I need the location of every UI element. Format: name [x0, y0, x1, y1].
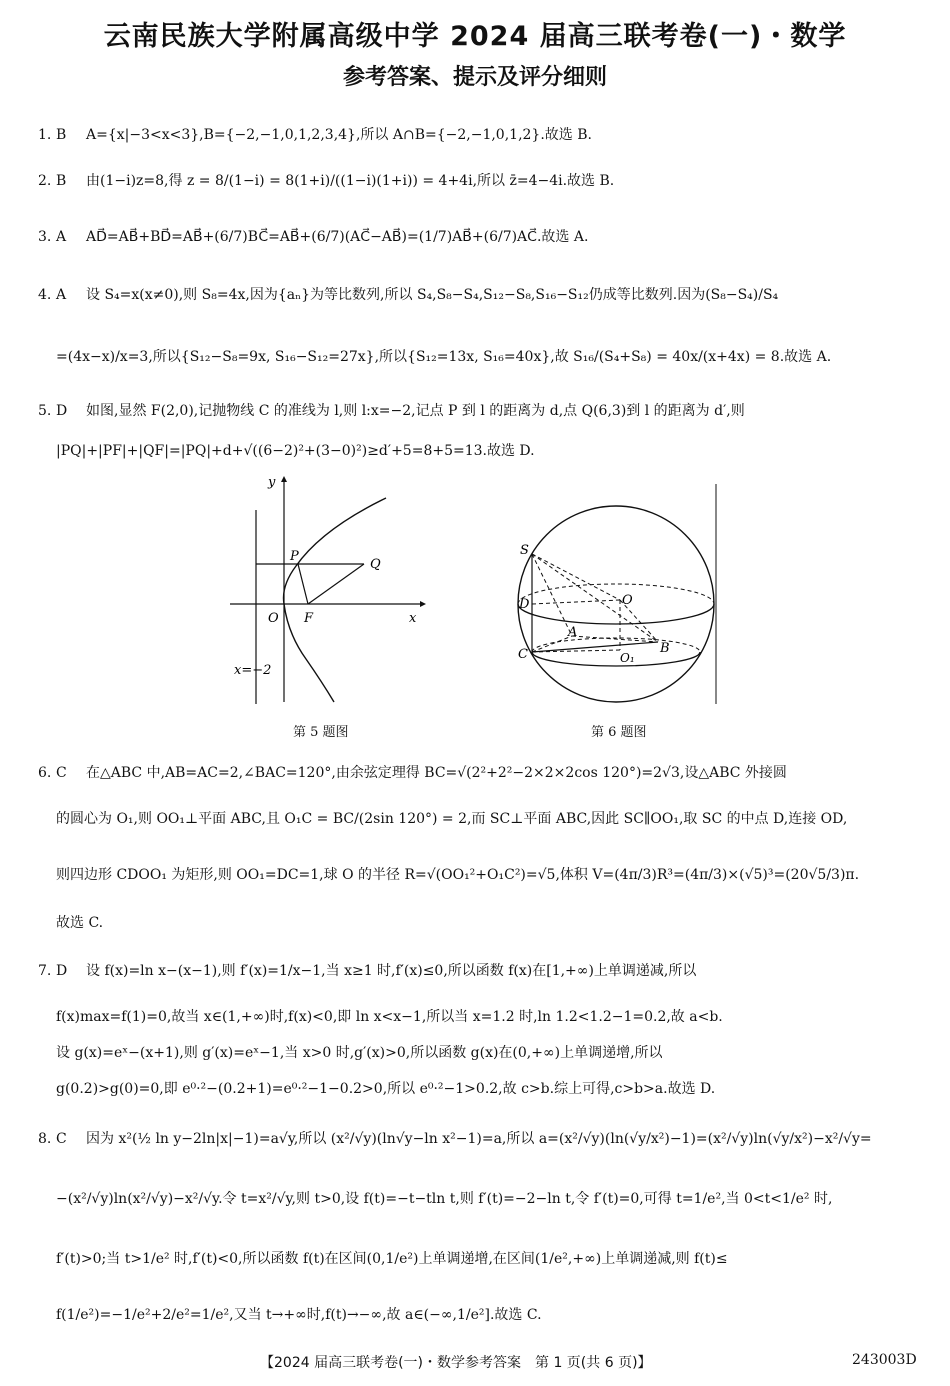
question-5-line-2: |PQ|+|PF|+|QF|=|PQ|+d+√((6−2)²+(3−0)²)≥d′+5=8+5=13.故选 D.	[56, 443, 535, 459]
equator-back	[518, 584, 714, 604]
question-solution: 设 f(x)=ln x−(x−1),则 f′(x)=1/x−1,当 x≥1 时,f′(x)≤0,所以函数 f(x)在[1,+∞)上单调递减,所以	[86, 963, 697, 979]
question-4-line-2: =(4x−x)/x=3,所以{S₁₂−S₈=9x, S₁₆−S₁₂=27x},所以{S₁₂=13x, S₁₆=40x},故 S₁₆/(S₄+S₈) = 40x/(x+4x) = 8.故选 A.	[56, 349, 832, 365]
question-number: 7.	[38, 963, 52, 979]
question-number: 8.	[38, 1131, 52, 1147]
label-y: y	[268, 475, 276, 490]
question-number: 2.	[38, 173, 52, 189]
label-origin: O	[268, 611, 279, 626]
label-p: P	[290, 549, 299, 564]
equator-front	[518, 604, 714, 624]
question-solution: 设 S₄=x(x≠0),则 S₈=4x,因为{aₙ}为等比数列,所以 S₄,S₈−S₄,S₁₂−S₈,S₁₆−S₁₂仍成等比数列.因为(S₈−S₄)/S₄	[86, 287, 779, 303]
question-8-line-3: f′(t)>0;当 t>1/e² 时,f′(t)<0,所以函数 f(t)在区间(0,1/e²)上单调递增,在区间(1/e²,+∞)上单调递减,则 f(t)≤	[56, 1251, 728, 1267]
question-3	[38, 226, 918, 248]
base-circle-front	[532, 652, 700, 666]
question-solution: 因为 x²(½ ln y−2ln|x|−1)=a√y,所以 (x²/√y)(ln√y−ln x²−1)=a,所以 a=(x²/√y)(ln(√y/x²)−1)=(x²/√y)ln(√y/x²)−x²/√y=	[86, 1131, 872, 1147]
question-solution: A={x|−3<x<3},B={−2,−1,0,1,2,3,4},所以 A∩B={−2,−1,0,1,2}.故选 B.	[86, 127, 592, 143]
question-answer: D	[56, 963, 68, 979]
label-o1: O₁	[620, 651, 635, 665]
page-subtitle: 参考答案、提示及评分细则	[342, 65, 607, 90]
question-number: 3.	[38, 229, 52, 245]
question-6	[38, 762, 918, 784]
question-6-line-4: 故选 C.	[56, 915, 104, 931]
segment-sb	[532, 554, 658, 642]
segment-do	[532, 600, 620, 604]
parabola-curve	[284, 498, 387, 702]
segment-ab	[572, 636, 658, 642]
label-directrix: x=−2	[234, 663, 272, 678]
question-number: 5.	[38, 403, 52, 419]
x-axis-arrow	[420, 601, 426, 607]
question-7-line-4: g(0.2)>g(0)=0,即 e⁰·²−(0.2+1)=e⁰·²−1−0.2>0,所以 e⁰·²−1>0.2,故 c>b.综上可得,c>b>a.故选 D.	[56, 1081, 716, 1097]
question-5	[38, 400, 918, 422]
label-a: A	[568, 625, 578, 640]
question-solution: AD⃗=AB⃗+BD⃗=AB⃗+(6/7)BC⃗=AB⃗+(6/7)(AC⃗−AB⃗)=(1/7)AB⃗+(6/7)AC⃗.故选 A.	[86, 229, 589, 245]
question-answer: A	[56, 287, 67, 303]
segment-fq	[308, 564, 364, 604]
question-8-line-2: −(x²/√y)ln(x²/√y)−x²/√y.令 t=x²/√y,则 t>0,设 f(t)=−t−tln t,则 f′(t)=−2−ln t,令 f′(t)=0,可得 t=1/e²,当 0<t<1/e² 时,	[56, 1191, 833, 1207]
question-number: 1.	[38, 127, 52, 143]
page-title: 云南民族大学附属高级中学 2024 届高三联考卷(一)・数学	[103, 21, 847, 52]
label-s: S	[520, 543, 529, 558]
question-7	[38, 960, 918, 982]
question-answer: A	[56, 229, 67, 245]
question-1	[38, 124, 918, 146]
label-o: O	[622, 593, 633, 608]
question-number: 6.	[38, 765, 52, 781]
y-axis-arrow	[281, 476, 287, 482]
question-solution: 由(1−i)z=8,得 z = 8/(1−i) = 8(1+i)/((1−i)(1+i)) = 4+4i,所以 z̄=4−4i.故选 B.	[86, 173, 615, 189]
question-answer: B	[56, 127, 67, 143]
figure-5-caption: 第 5 题图	[293, 725, 349, 740]
question-answer: D	[56, 403, 68, 419]
question-6-line-3: 则四边形 CDOO₁ 为矩形,则 OO₁=DC=1,球 O 的半径 R=√(OO₁²+O₁C²)=√5,体积 V=(4π/3)R³=(4π/3)×(√5)³=(20√5/3)π.	[56, 867, 860, 883]
segment-pf	[298, 564, 308, 604]
label-f: F	[304, 611, 314, 626]
question-7-line-2: f(x)max=f(1)=0,故当 x∈(1,+∞)时,f(x)<0,即 ln x<x−1,所以当 x=1.2 时,ln 1.2<1.2−1=0.2,故 a<b.	[56, 1009, 723, 1025]
question-answer: B	[56, 173, 67, 189]
question-7-line-3: 设 g(x)=eˣ−(x+1),则 g′(x)=eˣ−1,当 x>0 时,g′(x)>0,所以函数 g(x)在(0,+∞)上单调递增,所以	[56, 1045, 663, 1061]
question-8	[38, 1128, 918, 1150]
question-6-line-2: 的圆心为 O₁,则 OO₁⊥平面 ABC,且 O₁C = BC/(2sin 120°) = 2,而 SC⊥平面 ABC,因此 SC∥OO₁,取 SC 的中点 D,连接 OD,	[56, 811, 848, 827]
page-footer: 【2024 届高三联考卷(一)・数学参考答案 第 1 页(共 6 页)】	[260, 1355, 652, 1371]
label-d: D	[519, 597, 530, 612]
sphere-outline	[518, 506, 714, 702]
figure-6-sphere	[508, 484, 720, 704]
segment-so	[532, 554, 620, 600]
question-answer: C	[56, 1131, 67, 1147]
label-x: x	[409, 611, 417, 626]
label-c: C	[518, 647, 528, 662]
label-q: Q	[370, 557, 381, 572]
segment-sa	[532, 554, 572, 636]
question-solution: 如图,显然 F(2,0),记抛物线 C 的准线为 l,则 l:x=−2,记点 P 到 l 的距离为 d,点 Q(6,3)到 l 的距离为 d′,则	[86, 403, 745, 419]
question-number: 4.	[38, 287, 52, 303]
question-8-line-4: f(1/e²)=−1/e²+2/e²=1/e²,又当 t→+∞时,f(t)→−∞,故 a∈(−∞,1/e²].故选 C.	[56, 1307, 542, 1323]
document-code: 243003D	[852, 1352, 917, 1368]
question-solution: 在△ABC 中,AB=AC=2,∠BAC=120°,由余弦定理得 BC=√(2²+2²−2×2×2cos 120°)=2√3,设△ABC 外接圆	[86, 765, 787, 781]
label-b: B	[660, 641, 670, 656]
question-2	[38, 170, 918, 192]
question-answer: C	[56, 765, 67, 781]
figure-6-caption: 第 6 题图	[591, 725, 647, 740]
question-4	[38, 284, 918, 306]
figure-5-parabola	[226, 474, 426, 706]
